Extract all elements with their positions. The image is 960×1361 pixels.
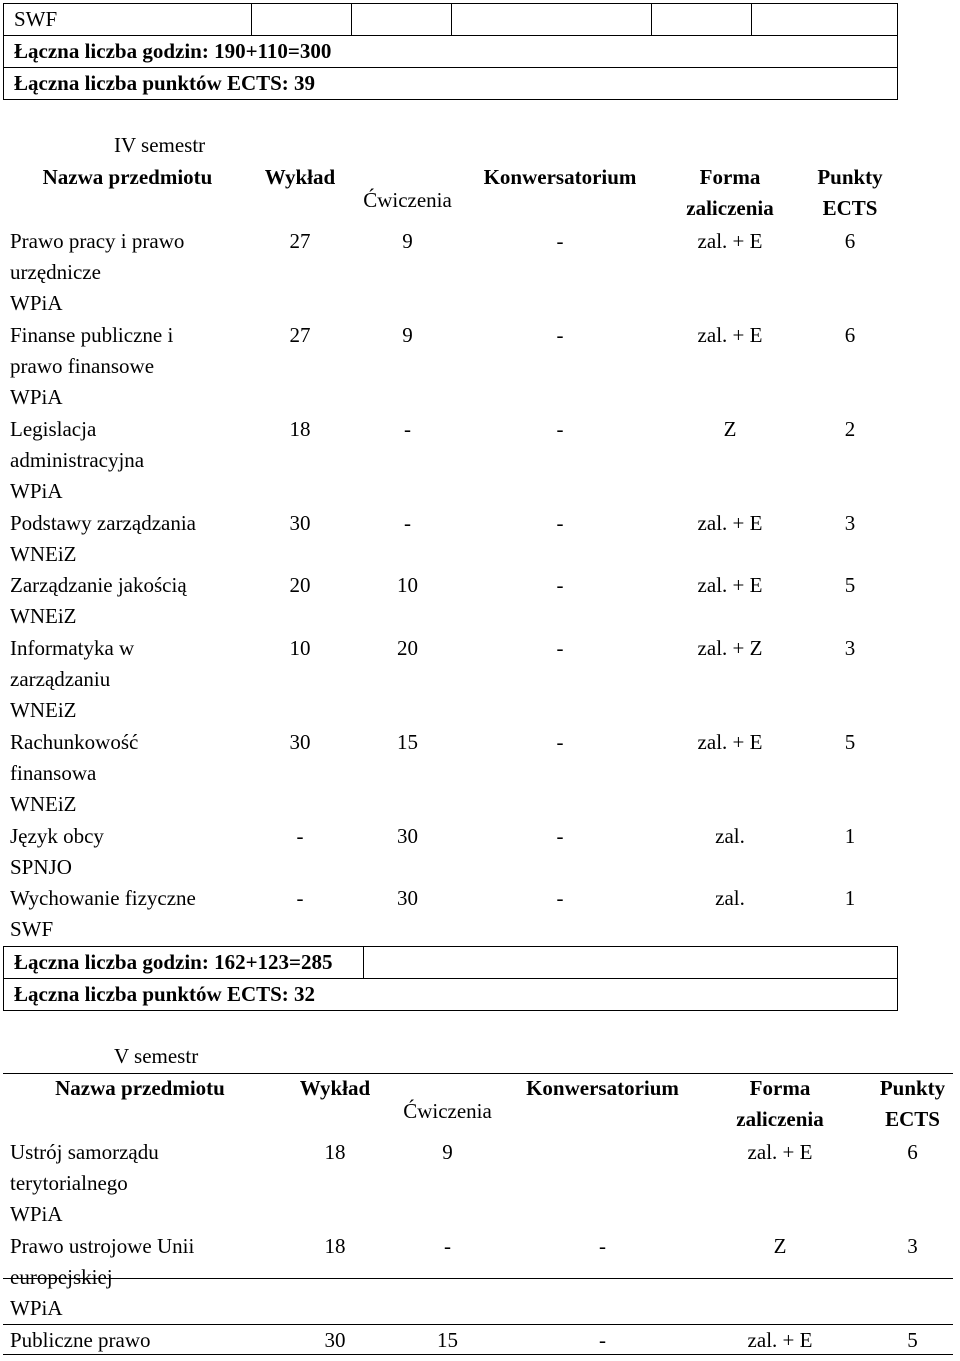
subject-name (10, 226, 184, 319)
conversation-value: - (599, 1328, 606, 1352)
ects-value: 2 (844, 417, 856, 441)
exercises-value: 10 (397, 573, 418, 597)
conversation-value: - (556, 323, 564, 347)
lecture-value: 18 (324, 1234, 346, 1258)
conversation-value: - (556, 730, 564, 754)
header-exercises: Ćwiczenia (363, 188, 452, 212)
exercises-value: 30 (397, 886, 418, 910)
form-value: zal. + E (697, 573, 763, 597)
form-value: zal. (715, 824, 745, 848)
subject-name-line: finansowa (10, 761, 97, 785)
conversation-value: - (556, 886, 564, 910)
form-value: zal. + E (697, 511, 763, 535)
lecture-value: 10 (289, 636, 311, 660)
subject-name (10, 1325, 151, 1356)
total-hours: Łączna liczba godzin: 190+110=300 (4, 36, 898, 68)
cell-swf: SWF (4, 4, 252, 36)
ects-value: 1 (844, 886, 856, 910)
lecture-value: - (296, 824, 304, 848)
exercises-value: 15 (437, 1328, 458, 1352)
top-summary-table (3, 3, 898, 100)
subject-name-line: europejskiej (10, 1265, 113, 1289)
subject-faculty: SWF (10, 917, 54, 941)
exercises-value: 9 (442, 1140, 453, 1164)
ects-value: 6 (907, 1140, 918, 1164)
header-conversation: Konwersatorium (526, 1076, 679, 1100)
subject-name-line: zarządzaniu (10, 667, 111, 691)
subject-name (10, 883, 196, 945)
subject-faculty: WPiA (10, 1202, 63, 1226)
ects-value: 5 (844, 573, 856, 597)
subject-name (10, 508, 196, 570)
subject-name-line: Informatyka w (10, 636, 135, 660)
subject-name (10, 633, 134, 726)
lecture-value: 30 (289, 730, 311, 754)
ects-value: 6 (844, 229, 856, 253)
subject-faculty: WPiA (10, 1296, 63, 1320)
semester-iv-totals (3, 946, 898, 1011)
header-lecture: Wykład (299, 1076, 371, 1100)
ects-value: 6 (844, 323, 856, 347)
conversation-value: - (556, 229, 564, 253)
subject-name-line: urzędnicze (10, 260, 101, 284)
conversation-value: - (556, 511, 564, 535)
form-value: zal. + E (747, 1328, 813, 1352)
subject-faculty: SPNJO (10, 855, 72, 879)
exercises-value: 30 (397, 824, 418, 848)
header-ects: Punkty ECTS (817, 165, 883, 220)
lecture-value: 20 (289, 573, 311, 597)
exercises-value: - (444, 1234, 451, 1258)
subject-name-line: Podstawy zarządzania (10, 511, 196, 535)
header-exercises: Ćwiczenia (403, 1099, 492, 1123)
ects-value: 1 (844, 824, 856, 848)
subject-name (10, 320, 173, 413)
subject-faculty: WPiA (10, 291, 63, 315)
subject-name (10, 414, 144, 507)
header-form: Forma zaliczenia (686, 165, 774, 220)
subject-name-line: Prawo pracy i prawo (10, 229, 185, 253)
subject-name-line: Prawo ustrojowe Unii (10, 1234, 195, 1258)
subject-faculty: WNEiZ (10, 792, 77, 816)
subject-name-line: Zarządzanie jakością (10, 573, 187, 597)
subject-name (10, 727, 138, 820)
exercises-value: 9 (402, 323, 413, 347)
subject-name-line: administracyjna (10, 448, 145, 472)
subject-faculty: WNEiZ (10, 604, 77, 628)
lecture-value: 30 (324, 1328, 346, 1352)
subject-name (10, 1137, 159, 1230)
exercises-value: - (404, 511, 411, 535)
conversation-value: - (556, 636, 564, 660)
semester-iv-header (0, 162, 960, 226)
conversation-value: - (556, 824, 564, 848)
lecture-value: 30 (289, 511, 311, 535)
semester-v-caption: V semestr (114, 1044, 199, 1068)
lecture-value: 27 (289, 323, 311, 347)
subject-faculty: WNEiZ (10, 542, 77, 566)
form-value: Z (773, 1234, 787, 1258)
form-value: zal. + Z (697, 636, 763, 660)
header-name: Nazwa przedmiotu (55, 1076, 225, 1100)
sem4-total-ects: Łączna liczba punktów ECTS: 32 (4, 979, 898, 1011)
subject-name-line: prawo finansowe (10, 354, 155, 378)
header-lecture: Wykład (264, 165, 336, 189)
subject-name (10, 821, 104, 883)
subject-name-line: Rachunkowość (10, 730, 139, 754)
header-form: Forma zaliczenia (736, 1076, 824, 1131)
lecture-value: 27 (289, 229, 311, 253)
subject-name (10, 570, 187, 632)
form-value: Z (723, 417, 737, 441)
subject-name-line: terytorialnego (10, 1171, 128, 1195)
exercises-value: - (404, 417, 411, 441)
subject-faculty: WPiA (10, 479, 63, 503)
lecture-value: 18 (324, 1140, 346, 1164)
subject-name (10, 1231, 194, 1324)
subject-name-line: Legislacja (10, 417, 97, 441)
header-ects: Punkty ECTS (879, 1076, 946, 1131)
total-ects: Łączna liczba punktów ECTS: 39 (4, 68, 898, 100)
ects-value: 3 (844, 636, 856, 660)
exercises-value: 15 (397, 730, 418, 754)
subject-name-line: Finanse publiczne i (10, 323, 174, 347)
exercises-value: 20 (397, 636, 418, 660)
ects-value: 3 (907, 1234, 918, 1258)
header-conversation: Konwersatorium (483, 165, 637, 189)
sem4-total-hours: Łączna liczba godzin: 162+123=285 (4, 947, 364, 979)
ects-value: 5 (907, 1328, 918, 1352)
form-value: zal. + E (697, 730, 763, 754)
conversation-value: - (599, 1234, 606, 1258)
semester-iv-caption: IV semestr (114, 133, 206, 157)
subject-name-line: Wychowanie fizyczne (10, 886, 196, 910)
semester-v-header (0, 1073, 960, 1137)
exercises-value: 9 (402, 229, 413, 253)
form-value: zal. + E (747, 1140, 813, 1164)
form-value: zal. + E (697, 323, 763, 347)
form-value: zal. + E (697, 229, 763, 253)
conversation-value: - (556, 417, 564, 441)
conversation-value: - (556, 573, 564, 597)
lecture-value: - (296, 886, 304, 910)
lecture-value: 18 (289, 417, 311, 441)
ects-value: 3 (844, 511, 856, 535)
subject-name-line: Język obcy (10, 824, 104, 848)
subject-faculty: WPiA (10, 385, 63, 409)
subject-faculty: WNEiZ (10, 698, 77, 722)
subject-name-line: Publiczne prawo (10, 1328, 151, 1352)
subject-name-line: Ustrój samorządu (10, 1140, 159, 1164)
header-name: Nazwa przedmiotu (42, 165, 213, 189)
ects-value: 5 (844, 730, 856, 754)
form-value: zal. (715, 886, 745, 910)
